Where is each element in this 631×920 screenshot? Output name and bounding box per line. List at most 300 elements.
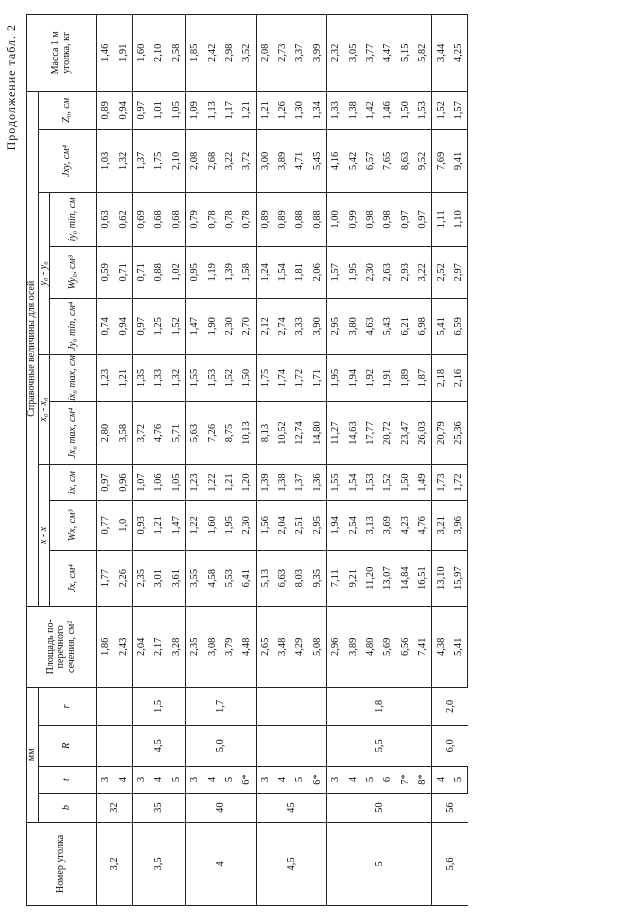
cell-angle-no: 5 — [327, 822, 432, 905]
cell-iy0: 0,63 — [97, 192, 115, 246]
cell-Jy0: 3,80 — [344, 298, 361, 354]
cell-area: 7,41 — [414, 606, 432, 687]
cell-mass: 4,25 — [450, 15, 468, 92]
cell-ix: 1,39 — [256, 465, 274, 501]
cell-area: 4,38 — [432, 606, 450, 687]
cell-ix0: 1,52 — [221, 354, 238, 401]
cell-Jx: 5,53 — [221, 550, 238, 606]
cell-Jx: 3,55 — [185, 550, 203, 606]
cell-Z0: 1,53 — [414, 91, 432, 129]
table-row — [432, 15, 450, 906]
cell-Z0: 1,09 — [185, 91, 203, 129]
cell-iy0: 0,88 — [309, 192, 327, 246]
cell-Jx0: 4,76 — [150, 402, 167, 465]
cell-iy0: 0,89 — [256, 192, 274, 246]
cell-Wy0: 1,54 — [274, 246, 291, 298]
cell-Jx0: 20,72 — [379, 402, 396, 465]
cell-ix: 1,38 — [274, 465, 291, 501]
cell-ix: 1,72 — [450, 465, 468, 501]
cell-Wx: 1,56 — [256, 501, 274, 550]
cell-Wx: 3,21 — [432, 501, 450, 550]
cell-iy0: 0,97 — [414, 192, 432, 246]
cell-ix: 1,73 — [432, 465, 450, 501]
table-row — [450, 15, 468, 906]
cell-iy0: 0,79 — [185, 192, 203, 246]
cell-ix0: 1,92 — [362, 354, 379, 401]
cell-Wx: 1,22 — [185, 501, 203, 550]
cell-Wy0: 1,19 — [203, 246, 220, 298]
cell-Wx: 3,69 — [379, 501, 396, 550]
cell-Jy0: 1,25 — [150, 298, 167, 354]
cell-Wy0: 0,71 — [132, 246, 150, 298]
cell-t: 4 — [203, 766, 220, 793]
cell-area: 1,86 — [97, 606, 115, 687]
cell-area: 2,04 — [132, 606, 150, 687]
cell-Jx0: 8,75 — [221, 402, 238, 465]
cell-t: 4 — [344, 766, 361, 793]
cell-Jy0: 3,90 — [309, 298, 327, 354]
cell-mass: 2,32 — [327, 15, 345, 92]
cell-Wy0: 1,24 — [256, 246, 274, 298]
cell-Z0: 1,01 — [150, 91, 167, 129]
header-mass: Масса 1 м уголка, кг — [27, 15, 97, 92]
cell-Wy0: 0,88 — [150, 246, 167, 298]
cell-t: 5 — [168, 766, 186, 793]
cell-Wx: 3,96 — [450, 501, 468, 550]
cell-Wy0: 2,30 — [362, 246, 379, 298]
cell-Jxy: 4,16 — [327, 129, 345, 192]
cell-ix: 1,49 — [414, 465, 432, 501]
cell-Wx: 2,04 — [274, 501, 291, 550]
cell-Jy0: 5,41 — [432, 298, 450, 354]
cell-ix0: 1,55 — [185, 354, 203, 401]
cell-Jx0: 2,80 — [97, 402, 115, 465]
cell-Wy0: 0,59 — [97, 246, 115, 298]
table-body — [97, 15, 468, 906]
cell-Jy0: 2,12 — [256, 298, 274, 354]
table-row — [114, 15, 132, 906]
cell-Jy0: 5,43 — [379, 298, 396, 354]
cell-ix: 0,97 — [97, 465, 115, 501]
cell-Z0: 0,89 — [97, 91, 115, 129]
cell-iy0: 1,00 — [327, 192, 345, 246]
cell-mass: 3,99 — [309, 15, 327, 92]
cell-t: 6* — [309, 766, 327, 793]
cell-area: 3,48 — [274, 606, 291, 687]
cell-mass: 3,77 — [362, 15, 379, 92]
cell-Jxy: 6,57 — [362, 129, 379, 192]
cell-R: 6,0 — [432, 726, 468, 766]
cell-mass: 5,82 — [414, 15, 432, 92]
cell-Jy0: 6,98 — [414, 298, 432, 354]
cell-ix0: 1,72 — [291, 354, 308, 401]
cell-Jx: 13,10 — [432, 550, 450, 606]
cell-Jxy: 3,72 — [238, 129, 256, 192]
continuation-title: Продолжение табл. 2 — [4, 24, 18, 151]
cell-Jx0: 10,52 — [274, 402, 291, 465]
cell-t: 5 — [291, 766, 308, 793]
cell-R: 4,5 — [132, 726, 185, 766]
header-Jxy: Jxy, см⁴ — [38, 129, 97, 192]
table-row — [238, 15, 256, 906]
header-ix: ix, см — [50, 465, 97, 501]
table-row — [344, 15, 361, 906]
cell-Jxy: 7,69 — [432, 129, 450, 192]
cell-area: 2,96 — [327, 606, 345, 687]
cell-Jy0: 1,47 — [185, 298, 203, 354]
cell-ix0: 1,23 — [97, 354, 115, 401]
cell-t: 6* — [238, 766, 256, 793]
cell-Jy0: 0,97 — [132, 298, 150, 354]
cell-angle-no: 4,5 — [256, 822, 327, 905]
cell-Z0: 1,05 — [168, 91, 186, 129]
cell-Jx0: 14,80 — [309, 402, 327, 465]
cell-r — [97, 687, 133, 725]
cell-iy0: 1,10 — [450, 192, 468, 246]
cell-Jy0: 1,90 — [203, 298, 220, 354]
cell-Jxy: 7,65 — [379, 129, 396, 192]
cell-ix0: 1,33 — [150, 354, 167, 401]
cell-Jx: 14,84 — [397, 550, 414, 606]
cell-mass: 2,08 — [256, 15, 274, 92]
table-row — [274, 15, 291, 906]
cell-Jx: 2,35 — [132, 550, 150, 606]
cell-iy0: 0,98 — [379, 192, 396, 246]
cell-ix: 0,96 — [114, 465, 132, 501]
cell-mass: 3,37 — [291, 15, 308, 92]
cell-angle-no: 4 — [185, 822, 256, 905]
cell-angle-no: 3,5 — [132, 822, 185, 905]
cell-Jxy: 5,45 — [309, 129, 327, 192]
cell-Jy0: 1,52 — [168, 298, 186, 354]
cell-r: 1,7 — [185, 687, 256, 725]
cell-R — [97, 726, 133, 766]
header-b: b — [38, 793, 97, 822]
cell-Jxy: 2,10 — [168, 129, 186, 192]
cell-Jxy: 3,00 — [256, 129, 274, 192]
cell-Jx: 1,77 — [97, 550, 115, 606]
cell-Wy0: 1,58 — [238, 246, 256, 298]
cell-Jy0: 4,63 — [362, 298, 379, 354]
cell-area: 2,17 — [150, 606, 167, 687]
table-row — [379, 15, 396, 906]
header-iy0: iy₀ min, см — [50, 192, 97, 246]
cell-t: 7* — [397, 766, 414, 793]
cell-t: 3 — [97, 766, 115, 793]
cell-Wy0: 1,95 — [344, 246, 361, 298]
cell-Z0: 1,13 — [203, 91, 220, 129]
cell-Jy0: 6,59 — [450, 298, 468, 354]
cell-iy0: 0,89 — [274, 192, 291, 246]
cell-Jx: 16,51 — [414, 550, 432, 606]
cell-ix0: 1,74 — [274, 354, 291, 401]
cell-Jxy: 9,41 — [450, 129, 468, 192]
cell-ix: 1,05 — [168, 465, 186, 501]
cell-Jx: 6,41 — [238, 550, 256, 606]
cell-iy0: 0,97 — [397, 192, 414, 246]
cell-ix: 1,36 — [309, 465, 327, 501]
cell-Wx: 1,0 — [114, 501, 132, 550]
cell-area: 3,28 — [168, 606, 186, 687]
cell-area: 5,41 — [450, 606, 468, 687]
cell-ix0: 1,21 — [114, 354, 132, 401]
table-row — [414, 15, 432, 906]
cell-Jy0: 2,70 — [238, 298, 256, 354]
cell-t: 5 — [221, 766, 238, 793]
header-Jx0: Jx₀ max, см⁴ — [50, 402, 97, 465]
cell-Wx: 2,30 — [238, 501, 256, 550]
cell-Jy0: 2,30 — [221, 298, 238, 354]
cell-t: 5 — [362, 766, 379, 793]
cell-ix: 1,54 — [344, 465, 361, 501]
header-t: t — [38, 766, 97, 793]
cell-Wy0: 1,57 — [327, 246, 345, 298]
cell-Jx0: 3,58 — [114, 402, 132, 465]
cell-Jxy: 3,22 — [221, 129, 238, 192]
table-row — [168, 15, 186, 906]
cell-Z0: 1,33 — [327, 91, 345, 129]
cell-Jx: 13,07 — [379, 550, 396, 606]
cell-iy0: 0,62 — [114, 192, 132, 246]
cell-Jxy: 8,63 — [397, 129, 414, 192]
cell-ix0: 1,32 — [168, 354, 186, 401]
cell-ix0: 2,18 — [432, 354, 450, 401]
cell-mass: 4,47 — [379, 15, 396, 92]
cell-Jx: 15,97 — [450, 550, 468, 606]
cell-area: 5,08 — [309, 606, 327, 687]
cell-Jxy: 4,71 — [291, 129, 308, 192]
cell-iy0: 0,68 — [168, 192, 186, 246]
cell-Z0: 1,46 — [379, 91, 396, 129]
cell-ix: 1,53 — [362, 465, 379, 501]
table-row — [256, 15, 274, 906]
cell-t: 4 — [114, 766, 132, 793]
cell-t: 3 — [132, 766, 150, 793]
cell-Wy0: 3,22 — [414, 246, 432, 298]
header-R: R — [38, 726, 97, 766]
cell-Jy0: 2,95 — [327, 298, 345, 354]
cell-ix: 1,21 — [221, 465, 238, 501]
cell-Jy0: 2,74 — [274, 298, 291, 354]
cell-t: 4 — [150, 766, 167, 793]
header-angle-no: Номер уголка — [27, 822, 97, 905]
cell-Jx0: 3,72 — [132, 402, 150, 465]
cell-Jx0: 20,79 — [432, 402, 450, 465]
table-row — [221, 15, 238, 906]
cell-Jxy: 5,42 — [344, 129, 361, 192]
cell-Jx0: 17,77 — [362, 402, 379, 465]
cell-iy0: 0,99 — [344, 192, 361, 246]
cell-Jxy: 1,75 — [150, 129, 167, 192]
cell-R: 5,5 — [327, 726, 432, 766]
header-axis-y0: y₀ - y₀ — [38, 192, 50, 354]
cell-b: 40 — [185, 793, 256, 822]
cell-Jxy: 1,32 — [114, 129, 132, 192]
cell-Jx0: 23,47 — [397, 402, 414, 465]
header-axis-x: x - x — [38, 465, 50, 607]
cell-Jxy: 3,89 — [274, 129, 291, 192]
cell-mass: 1,91 — [114, 15, 132, 92]
cell-ix: 1,22 — [203, 465, 220, 501]
cell-Z0: 0,97 — [132, 91, 150, 129]
cell-Wx: 2,54 — [344, 501, 361, 550]
cell-iy0: 0,69 — [132, 192, 150, 246]
table-row — [327, 15, 345, 906]
cell-iy0: 1,11 — [432, 192, 450, 246]
cell-r — [256, 687, 327, 725]
cell-R: 5,0 — [185, 726, 256, 766]
cell-Wy0: 0,95 — [185, 246, 203, 298]
cell-area: 4,80 — [362, 606, 379, 687]
cell-b: 45 — [256, 793, 327, 822]
cell-Z0: 1,52 — [432, 91, 450, 129]
cell-Jx: 7,11 — [327, 550, 345, 606]
cell-area: 2,35 — [185, 606, 203, 687]
cell-mass: 2,10 — [150, 15, 167, 92]
cell-iy0: 0,68 — [150, 192, 167, 246]
cell-Wx: 2,95 — [309, 501, 327, 550]
cell-Jx0: 7,26 — [203, 402, 220, 465]
cell-Jx: 4,58 — [203, 550, 220, 606]
cell-Jx0: 5,63 — [185, 402, 203, 465]
table-row — [291, 15, 308, 906]
cell-Wy0: 2,93 — [397, 246, 414, 298]
cell-Wy0: 0,71 — [114, 246, 132, 298]
cell-R — [256, 726, 327, 766]
cell-Jx0: 5,71 — [168, 402, 186, 465]
cell-Wx: 1,47 — [168, 501, 186, 550]
cell-ix0: 1,89 — [397, 354, 414, 401]
cell-t: 6 — [379, 766, 396, 793]
cell-Wy0: 1,02 — [168, 246, 186, 298]
cell-area: 3,89 — [344, 606, 361, 687]
cell-Z0: 0,94 — [114, 91, 132, 129]
cell-ix: 1,50 — [397, 465, 414, 501]
cell-Wy0: 2,97 — [450, 246, 468, 298]
cell-Jx: 8,03 — [291, 550, 308, 606]
header-ref-values: Справочные величины для осей — [27, 91, 39, 606]
cell-t: 3 — [327, 766, 345, 793]
cell-t: 3 — [256, 766, 274, 793]
cell-Jxy: 1,03 — [97, 129, 115, 192]
cell-Jx: 3,61 — [168, 550, 186, 606]
cell-mass: 2,73 — [274, 15, 291, 92]
cell-iy0: 0,78 — [221, 192, 238, 246]
cell-ix0: 1,35 — [132, 354, 150, 401]
cell-area: 6,56 — [397, 606, 414, 687]
cell-r: 1,8 — [327, 687, 432, 725]
cell-iy0: 0,78 — [238, 192, 256, 246]
table-row — [309, 15, 327, 906]
cell-Jx0: 26,03 — [414, 402, 432, 465]
cell-t: 4 — [274, 766, 291, 793]
cell-mass: 1,85 — [185, 15, 203, 92]
cell-b: 50 — [327, 793, 432, 822]
cell-area: 4,48 — [238, 606, 256, 687]
cell-ix0: 1,75 — [256, 354, 274, 401]
cell-r: 1,5 — [132, 687, 185, 725]
cell-Jx: 6,63 — [274, 550, 291, 606]
cell-ix0: 1,87 — [414, 354, 432, 401]
cell-Z0: 1,26 — [274, 91, 291, 129]
header-mm: мм — [27, 687, 39, 822]
cell-ix: 1,37 — [291, 465, 308, 501]
cell-Z0: 1,38 — [344, 91, 361, 129]
cell-Jxy: 9,52 — [414, 129, 432, 192]
table-row — [362, 15, 379, 906]
cell-mass: 5,15 — [397, 15, 414, 92]
cell-Wx: 4,76 — [414, 501, 432, 550]
cell-Wy0: 1,81 — [291, 246, 308, 298]
cell-iy0: 0,98 — [362, 192, 379, 246]
table-row — [132, 15, 150, 906]
cell-Jx: 11,20 — [362, 550, 379, 606]
cell-Z0: 1,57 — [450, 91, 468, 129]
cell-Jx0: 11,27 — [327, 402, 345, 465]
cell-ix0: 1,94 — [344, 354, 361, 401]
cell-Jy0: 3,33 — [291, 298, 308, 354]
cell-ix: 1,07 — [132, 465, 150, 501]
cell-Jx: 2,26 — [114, 550, 132, 606]
cell-Jx0: 14,63 — [344, 402, 361, 465]
table-row — [97, 15, 115, 906]
angle-properties-table — [26, 14, 468, 906]
cell-area: 3,79 — [221, 606, 238, 687]
cell-ix0: 1,53 — [203, 354, 220, 401]
cell-ix0: 1,71 — [309, 354, 327, 401]
cell-Jy0: 0,94 — [114, 298, 132, 354]
cell-Z0: 1,50 — [397, 91, 414, 129]
cell-Jx: 5,13 — [256, 550, 274, 606]
cell-area: 2,65 — [256, 606, 274, 687]
cell-Wy0: 2,63 — [379, 246, 396, 298]
cell-b: 56 — [432, 793, 468, 822]
table-row — [185, 15, 203, 906]
cell-mass: 2,58 — [168, 15, 186, 92]
cell-mass: 1,46 — [97, 15, 115, 92]
cell-Wx: 2,51 — [291, 501, 308, 550]
cell-Z0: 1,21 — [256, 91, 274, 129]
cell-iy0: 0,78 — [203, 192, 220, 246]
header-axis-x0: x₀ - x₀ — [38, 354, 50, 464]
cell-mass: 1,60 — [132, 15, 150, 92]
cell-Jx0: 8,13 — [256, 402, 274, 465]
cell-Z0: 1,30 — [291, 91, 308, 129]
cell-Jx0: 25,36 — [450, 402, 468, 465]
cell-mass: 3,52 — [238, 15, 256, 92]
cell-b: 32 — [97, 793, 133, 822]
cell-Jy0: 0,74 — [97, 298, 115, 354]
cell-area: 2,43 — [114, 606, 132, 687]
cell-t: 5 — [450, 766, 468, 793]
cell-Jxy: 1,37 — [132, 129, 150, 192]
table-row — [397, 15, 414, 906]
table-row — [150, 15, 167, 906]
cell-ix: 1,06 — [150, 465, 167, 501]
cell-angle-no: 5,6 — [432, 822, 468, 905]
cell-Wy0: 2,06 — [309, 246, 327, 298]
cell-Z0: 1,17 — [221, 91, 238, 129]
header-area: Площадь по-перечного сечения, см² — [27, 606, 97, 687]
cell-Wx: 0,77 — [97, 501, 115, 550]
cell-Jx0: 12,74 — [291, 402, 308, 465]
cell-Jx0: 10,13 — [238, 402, 256, 465]
cell-b: 35 — [132, 793, 185, 822]
cell-angle-no: 3,2 — [97, 822, 133, 905]
cell-Wx: 1,60 — [203, 501, 220, 550]
header-Jy0: Jy₀ min, см⁴ — [50, 298, 97, 354]
header-Wx: Wx, см³ — [50, 501, 97, 550]
